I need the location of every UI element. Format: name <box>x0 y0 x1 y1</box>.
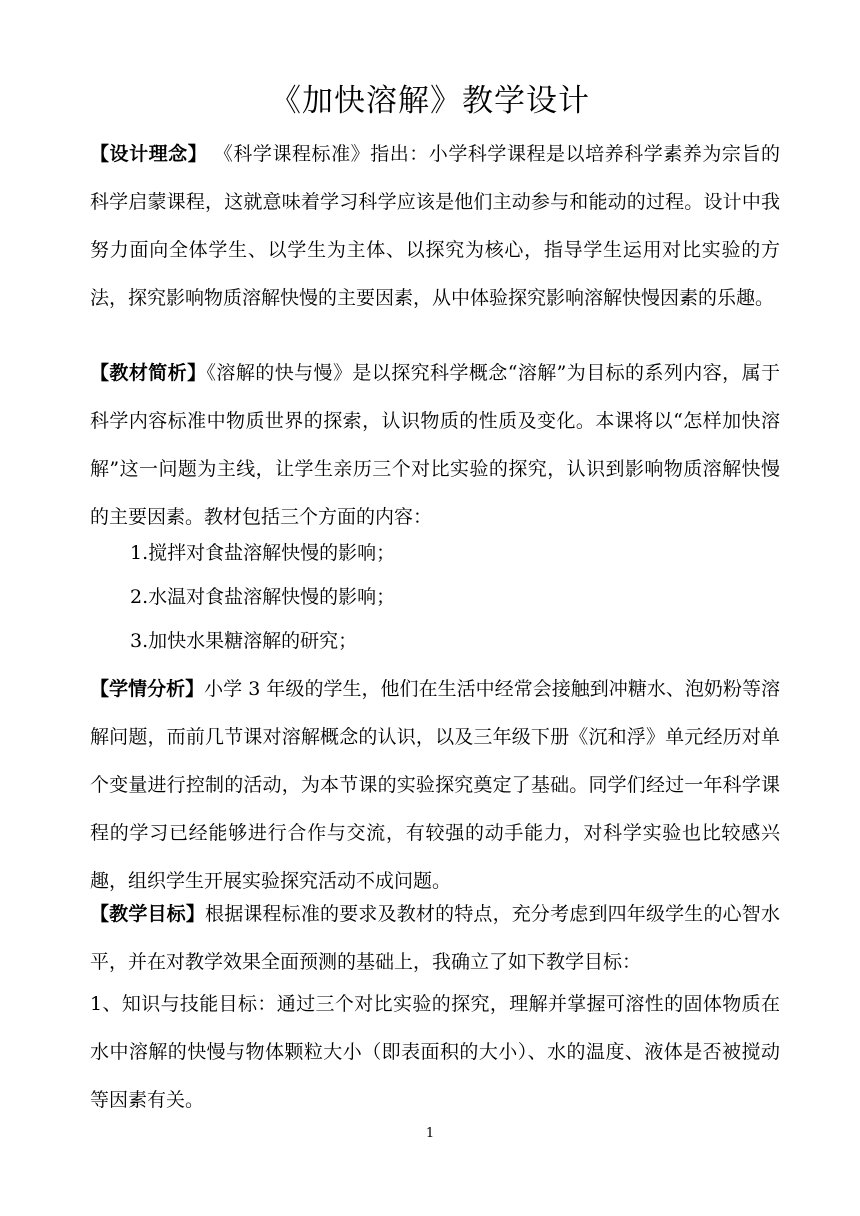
textbook-analysis-paragraph <box>90 349 780 541</box>
learner-analysis-text: 小学 3 年级的学生，他们在生活中经常会接触到冲糖水、泡奶粉等溶解问题，而前几节课对溶解概念的认识，以及三年级下册《沉和浮》单元经历对单个变量进行控制的活动，为本节课的实验探究奠定了基础。同学们经过一年科学课程的学习已经能够进行合作与交流，有较强的动手能力，对科学实验也比较感兴趣，组织学生开展实验探究活动不成问题。 <box>90 678 780 892</box>
document-title: 《加快溶解》教学设计 <box>270 83 590 119</box>
teaching-goals-paragraph <box>90 890 780 986</box>
learner-analysis-label: 【学情分析】 <box>90 678 205 700</box>
teaching-goals-label: 【教学目标】 <box>90 903 206 925</box>
textbook-item: 1.搅拌对食盐溶解快慢的影响； <box>130 542 396 564</box>
design-concept-paragraph <box>90 130 780 322</box>
learner-analysis-paragraph <box>90 665 780 905</box>
textbook-analysis-label: 【教材简析】 <box>90 362 207 384</box>
teaching-goals-text: 根据课程标准的要求及教材的特点，充分考虑到四年级学生的心智水平，并在对教学效果全面预测的基础上，我确立了如下教学目标： <box>90 903 780 973</box>
design-concept-label: 【设计理念】 <box>90 143 208 165</box>
textbook-item: 2.水温对食盐溶解快慢的影响； <box>130 586 396 608</box>
textbook-item: 3.加快水果糖溶解的研究； <box>130 630 358 652</box>
page-number: 1 <box>425 1126 435 1141</box>
textbook-analysis-text: 《溶解的快与慢》是以探究科学概念“溶解”为目标的系列内容，属于科学内容标准中物质世界的探索，认识物质的性质及变化。本课将以“怎样加快溶解”这一问题为主线，让学生亲历三个对比实验的探究，认识到影响物质溶解快慢的主要因素。教材包括三个方面的内容： <box>90 362 780 528</box>
design-concept-text: 《科学课程标准》指出：小学科学课程是以培养科学素养为宗旨的科学启蒙课程，这就意味着学习科学应该是他们主动参与和能动的过程。设计中我努力面向全体学生、以学生为主体、以探究为核心，指导学生运用对比实验的方法，探究影响物质溶解快慢的主要因素，从中体验探究影响溶解快慢因素的乐趣。 <box>90 143 780 309</box>
goal-1-paragraph: 1、知识与技能目标：通过三个对比实验的探究，理解并掌握可溶性的固体物质在水中溶解的快慢与物体颗粒大小（即表面积的大小）、水的温度、液体是否被搅动等因素有关。 <box>90 993 780 1111</box>
